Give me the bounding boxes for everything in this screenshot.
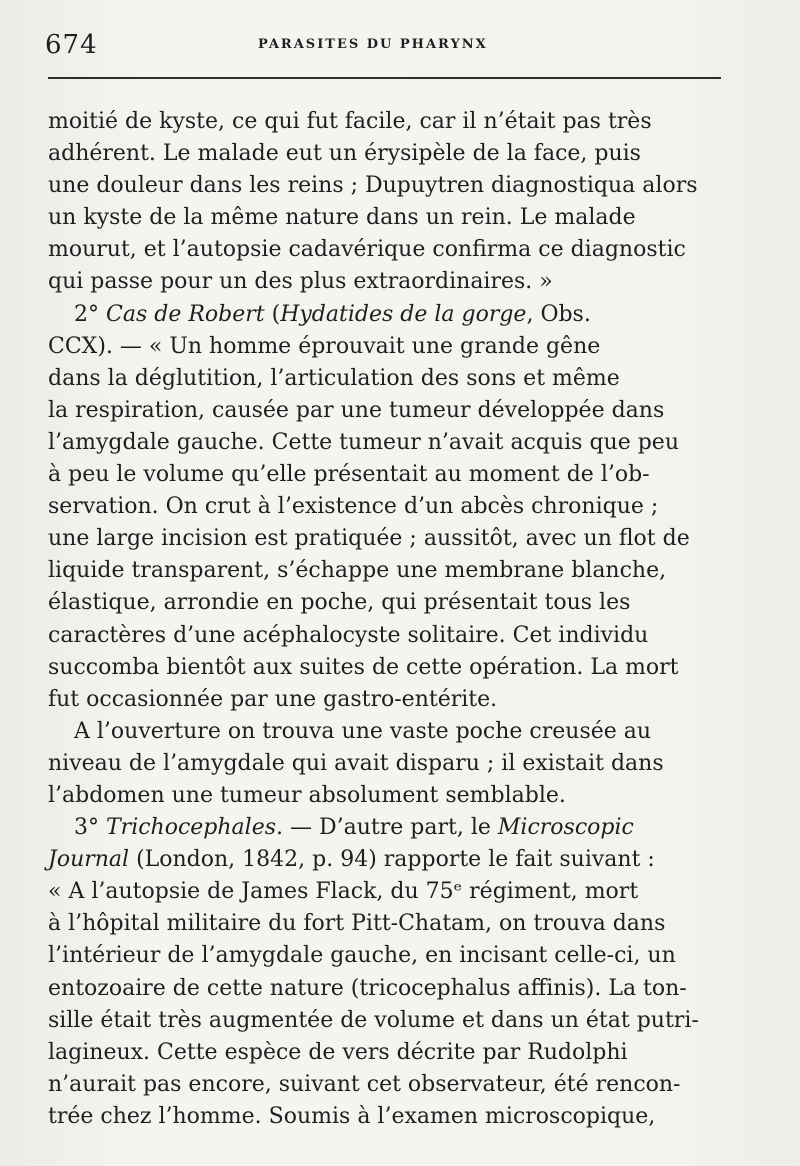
text-line: moitié de kyste, ce qui fut facile, car il n’était pas très: [48, 109, 652, 134]
text-line: CCX). — « Un homme éprouvait une grande gêne: [48, 333, 601, 359]
text-line: l’abdomen une tumeur absolument semblable.: [48, 782, 566, 808]
text-line: mourut, et l’autopsie cadavérique confirma ce diagnostic: [48, 237, 686, 263]
text-line: fut occasionnée par une gastro-entérite.: [48, 686, 498, 712]
text-line: A l’ouverture on trouva une vaste poche creusée au: [74, 718, 652, 744]
text-line: 2° Cas de Robert (Hydatides de la gorge, Obs.: [74, 301, 591, 327]
text-line: qui passe pour un des plus extraordinaires. »: [48, 269, 553, 295]
running-title: PARASITES DU PHARYNX: [258, 37, 488, 52]
text-line: une douleur dans les reins ; Dupuytren diagnostiqua alors: [48, 173, 698, 199]
text-line: à peu le volume qu’elle présentait au moment de l’ob-: [48, 462, 650, 488]
text-line: 3° Trichocephales. — D’autre part, le Microscopic: [74, 815, 634, 841]
text-line: Journal (London, 1842, p. 94) rapporte le fait suivant :: [48, 847, 655, 873]
text-line: élastique, arrondie en poche, qui présentait tous les: [48, 590, 631, 616]
text-line: l’amygdale gauche. Cette tumeur n’avait acquis que peu: [48, 429, 679, 455]
text-line: niveau de l’amygdale qui avait disparu ; il existait dans: [48, 750, 664, 776]
body-text: [48, 106, 728, 1133]
text-line: liquide transparent, s’échappe une membrane blanche,: [48, 558, 667, 584]
text-line: lagineux. Cette espèce de vers décrite par Rudolphi: [48, 1039, 628, 1065]
text-line: entozoaire de cette nature (tricocephalus affinis). La ton-: [48, 975, 687, 1001]
text-line: la respiration, causée par une tumeur développée dans: [48, 397, 665, 423]
text-line: un kyste de la même nature dans un rein. Le malade: [48, 205, 636, 231]
page-header: [45, 30, 725, 70]
text-line: à l’hôpital militaire du fort Pitt-Chatam, on trouva dans: [48, 911, 666, 937]
text-line: caractères d’une acéphalocyste solitaire. Cet individu: [48, 622, 649, 648]
text-line: n’aurait pas encore, suivant cet observateur, été rencon-: [48, 1071, 681, 1097]
page-number: 674: [45, 30, 98, 60]
text-line: succomba bientôt aux suites de cette opération. La mort: [48, 654, 679, 680]
text-line: une large incision est pratiquée ; aussitôt, avec un flot de: [48, 526, 690, 552]
text-line: dans la déglutition, l’articulation des sons et même: [48, 365, 620, 391]
text-line: sille était très augmentée de volume et dans un état putri-: [48, 1007, 699, 1033]
header-rule: [48, 77, 721, 79]
text-line: servation. On crut à l’existence d’un abcès chronique ;: [48, 494, 659, 520]
text-line: adhérent. Le malade eut un érysipèle de la face, puis: [48, 141, 641, 167]
text-line: trée chez l’homme. Soumis à l’examen microscopique,: [48, 1103, 656, 1129]
text-line: « A l’autopsie de James Flack, du 75ᵉ régiment, mort: [48, 879, 639, 905]
text-line: l’intérieur de l’amygdale gauche, en incisant celle-ci, un: [48, 943, 676, 969]
